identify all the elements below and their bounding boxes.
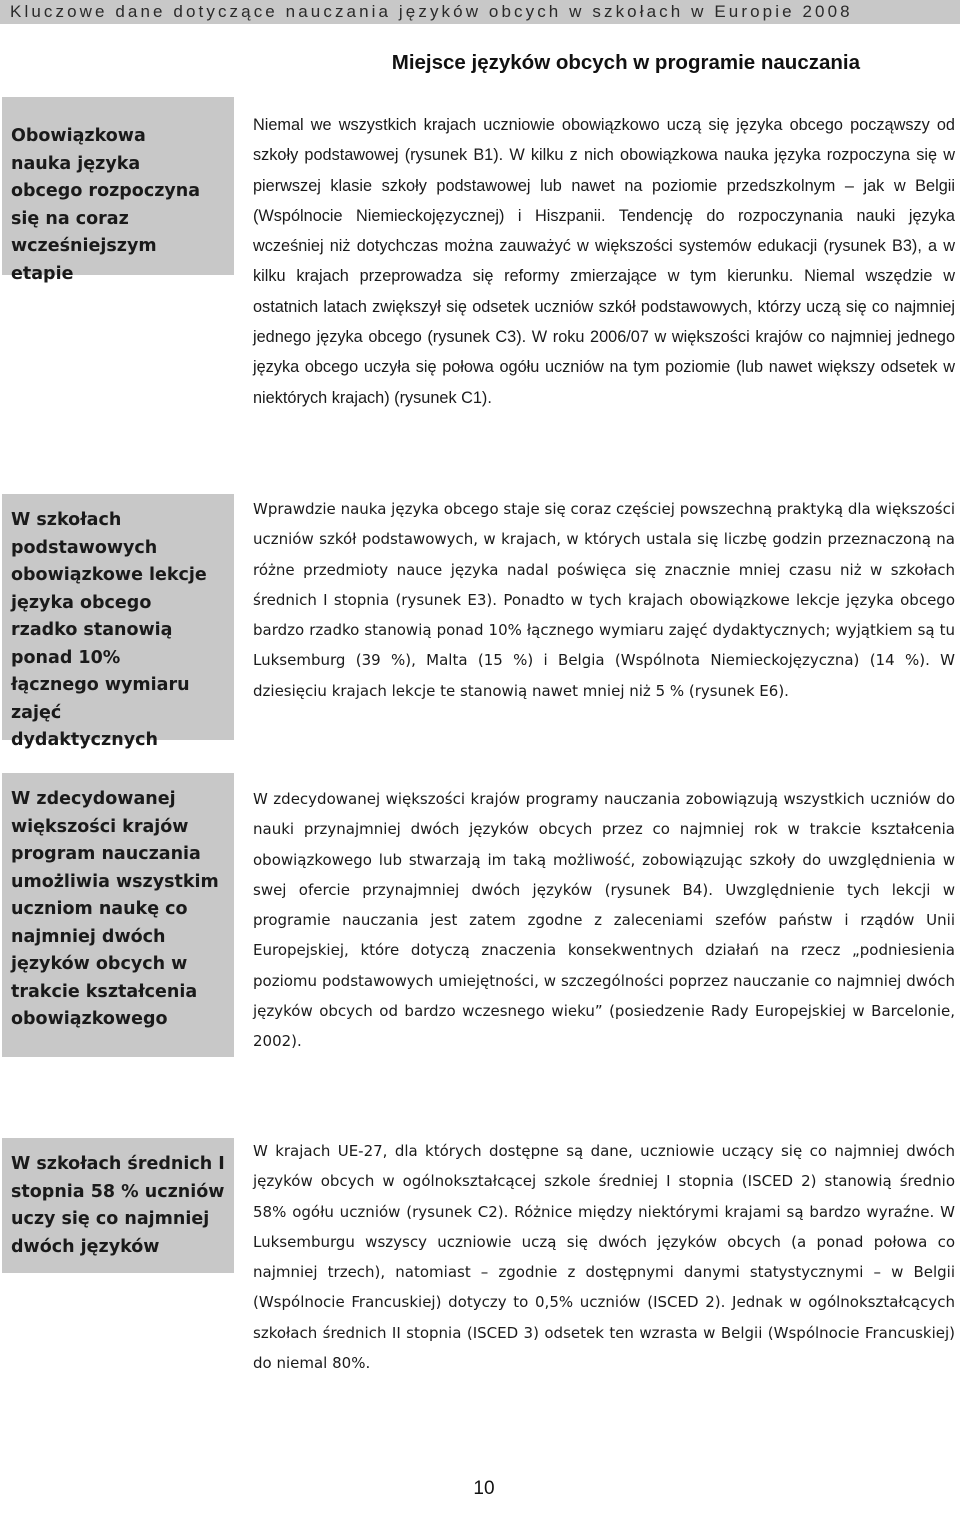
sidebar-box-1: [2, 97, 234, 284]
sidebar-heading: W szkołach średnich I stopnia 58 % uczniów uczy się co najmniej dwóch języków: [11, 1154, 225, 1257]
body-paragraph-3: W zdecydowanej większości krajów programy nauczania zobowiązują wszystkich uczniów do nauki przynajmniej dwóch języków obcych przez co najmniej rok w trakcie kształcenia obowiązkowego lub stwarzają im taką możliwość, zobowiązując szkoły do uwzględnienia w swej ofercie przynajmniej dwóch języków (rysunek B4). Uwzględnienie tych lekcji w programie nauczania jest zatem zgodne z zaleceniami szefów państw i rządów Unii Europejskiej, które dotyczą znaczenia konsekwentnych działań na rzecz „podniesienia poziomu podstawowych umiejętności, w szczególności poprzez nauczanie co najmniej dwóch języków obcych od bardzo wczesnego wieku” (posiedzenie Rady Europejskiej w Barcelonie, 2002).: [253, 790, 955, 1051]
section-title: Miejsce języków obcych w programie nauczania: [391, 51, 860, 74]
header-bar: [0, 0, 960, 24]
sidebar-heading: Obowiązkowa nauka języka obcego rozpoczyna się na coraz wcześniejszym etapie: [11, 126, 201, 284]
sidebar-heading: W zdecydowanej większości krajów program nauczania umożliwia wszystkim uczniom naukę co najmniej dwóch języków obcych w trakcie kształcenia obowiązkowego: [11, 789, 219, 1029]
sidebar-heading: W szkołach podstawowych obowiązkowe lekcje języka obcego rzadko stanowią ponad 10% łącznego wymiaru zajęć dydaktycznych: [11, 510, 207, 750]
page-number: 10: [473, 1478, 495, 1499]
publication-title: Kluczowe dane dotyczące nauczania języków obcych w szkołach w Europie 2008: [10, 2, 853, 21]
body-paragraph-4: W krajach UE-27, dla których dostępne są dane, uczniowie uczący się co najmniej dwóch języków obcych w ogólnokształcącej szkole średniej I stopnia (ISCED 2) stanowią średnio 58% ogółu uczniów (rysunek C2). Różnice między niektórymi krajami są bardzo wyraźne. W Luksemburgu wszyscy uczniowie uczą się dwóch języków obcych (a ponad połowa co najmniej trzech), natomiast – zgodnie z dostępnymi danymi statystycznymi – w Belgii (Wspólnocie Francuskiej) dotyczy to 0,5% uczniów (ISCED 2). Jednak w ogólnokształcących szkołach średnich II stopnia (ISCED 3) odsetek ten wzrasta w Belgii (Wspólnocie Francuskiej) do niemal 80%.: [253, 1142, 955, 1373]
body-paragraph-1: Niemal we wszystkich krajach uczniowie obowiązkowo uczą się języka obcego począwszy od szkoły podstawowej (rysunek B1). W kilku z nich obowiązkowa nauka języka rozpoczyna się w pierwszej klasie szkoły podstawowej lub nawet na poziomie przedszkolnym – jak w Belgii (Wspólnocie Niemieckojęzycznej) i Hiszpanii. Tendencję do rozpoczynania nauki języka wcześniej niż dotychczas można zauważyć w większości systemów edukacji (rysunek B3), a w kilku krajach przeprowadza się reformy zmierzające w tym kierunku. Niemal wszędzie w ostatnich latach zwiększył się odsetek uczniów szkół podstawowych, którzy uczą się co najmniej jednego języka obcego (rysunek C3). W roku 2006/07 w większości krajów co najmniej jednego języka obcego uczyła się połowa ogółu uczniów na tym poziomie (lub nawet większy odsetek w niektórych krajach) (rysunek C1).: [253, 116, 955, 407]
body-paragraph-2: Wprawdzie nauka języka obcego staje się coraz częściej powszechną praktyką dla większości uczniów szkół podstawowych, w krajach, w których ustala się liczbę godzin przeznaczoną na różne przedmioty nauce języka nadal poświęca się znacznie mniej czasu niż w szkołach średnich I stopnia (rysunek E3). Ponadto w tych krajach obowiązkowe lekcje języka obcego bardzo rzadko stanowią ponad 10% łącznego wymiaru zajęć dydaktycznych; wyjątkiem są tu Luksemburg (39 %), Malta (15 %) i Belgia (Wspólnota Niemieckojęzyczna) (14 %). W dziesięciu krajach lekcje te stanowią nawet mniej niż 5 % (rysunek E6).: [253, 500, 955, 700]
sidebar-box-2: [2, 494, 234, 750]
sidebar-box-3: [2, 773, 234, 1057]
sidebar-box-4: [2, 1138, 234, 1273]
